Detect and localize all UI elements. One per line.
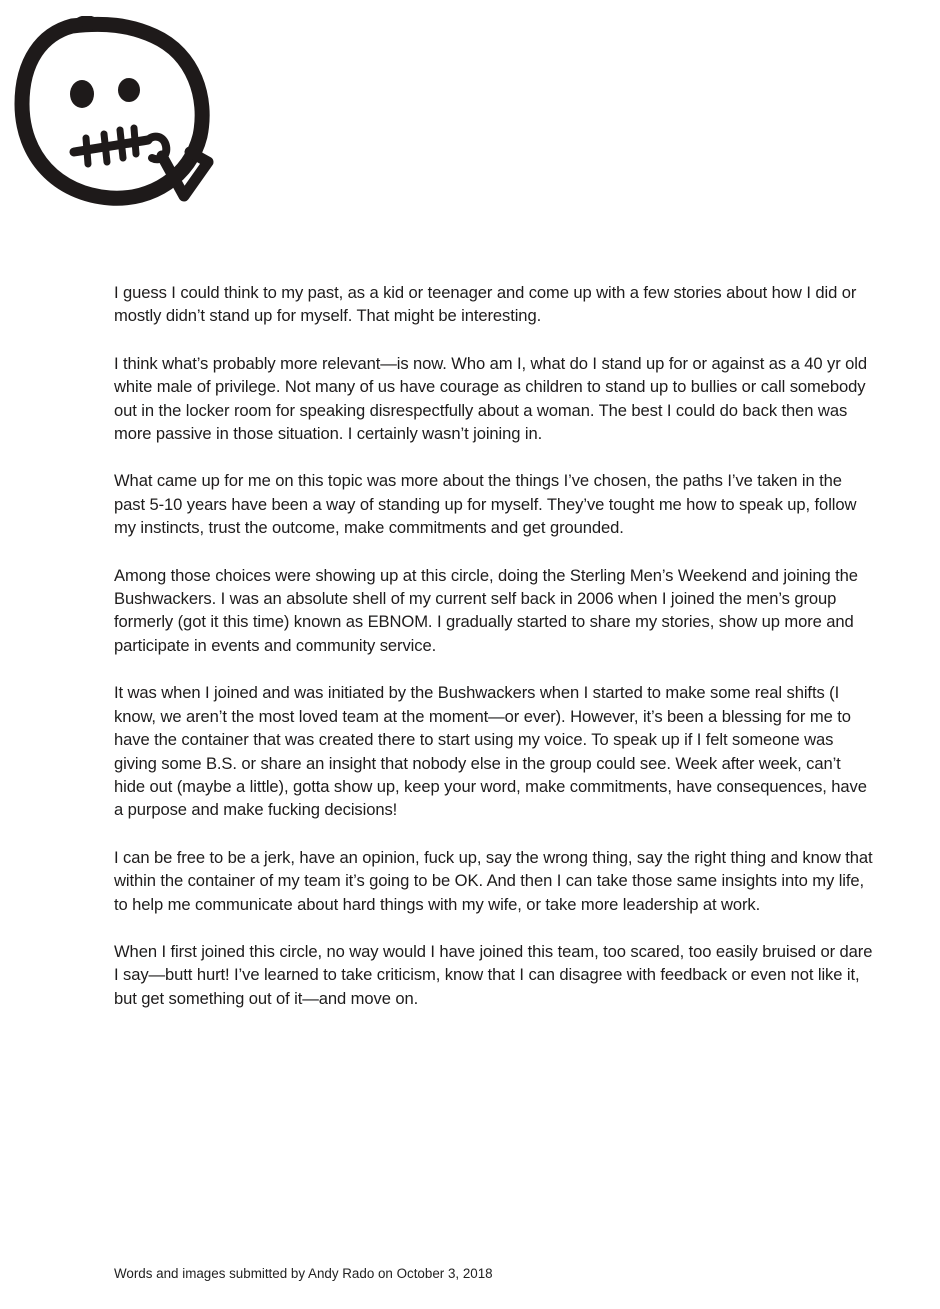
- paragraph-5: It was when I joined and was initiated by the Bushwackers when I started to make some real shifts (I know, we aren’t the most loved team at the moment—or ever). However, it’s been a blessing for me to have the container that was created there to start using my voice. To speak up if I felt someone was giving some B.S. or share an insight that nobody else in the group could see. Week after week, can’t hide out (maybe a little), gotta show up, keep your word, make commitments, have consequences, have a purpose and make fucking decisions!: [114, 683, 867, 820]
- paragraph-7: When I first joined this circle, no way would I have joined this team, too scared, too easily bruised or dare I say—butt hurt! I’ve learned to take criticism, know that I can disagree with feedback or even not like it, but get something out of it—and move on.: [114, 941, 873, 1008]
- paragraph-4: Among those choices were showing up at this circle, doing the Sterling Men’s Weekend and joining the Bushwackers. I was an absolute shell of my current self back in 2006 when I joined the men’s group formerly (got it this time) known as EBNOM. I gradually started to share my stories, show up more and participate in events and community service.: [114, 565, 858, 655]
- letter-body: [114, 281, 874, 1034]
- footer-credit: Words and images submitted by Andy Rado on October 3, 2018: [114, 1266, 493, 1281]
- paragraph-3: What came up for me on this topic was more about the things I’ve chosen, the paths I’ve taken in the past 5-10 years have been a way of standing up for myself. They’ve tought me how to speak up, follow my instincts, trust the outcome, make commitments and get grounded.: [114, 471, 857, 538]
- paragraph-2: I think what’s probably more relevant—is now. Who am I, what do I stand up for or against as a 40 yr old white male of privilege. Not many of us have courage as children to stand up to bullies or call somebody out in the locker room for speaking disrespectfully about a woman. The best I could do back then was more passive in those situation. I certainly wasn’t joining in.: [114, 353, 867, 444]
- paragraph-6: I can be free to be a jerk, have an opinion, fuck up, say the wrong thing, say the right thing and know that within the container of my team it’s going to be OK. And then I can take those same insights into my life, to help me communicate about hard things with my wife, or take more leadership at work.: [114, 847, 873, 914]
- paragraph-1: I guess I could think to my past, as a kid or teenager and come up with a few stories about how I did or mostly didn’t stand up for myself. That might be interesting.: [114, 283, 857, 326]
- skull-face-icon: [12, 16, 218, 208]
